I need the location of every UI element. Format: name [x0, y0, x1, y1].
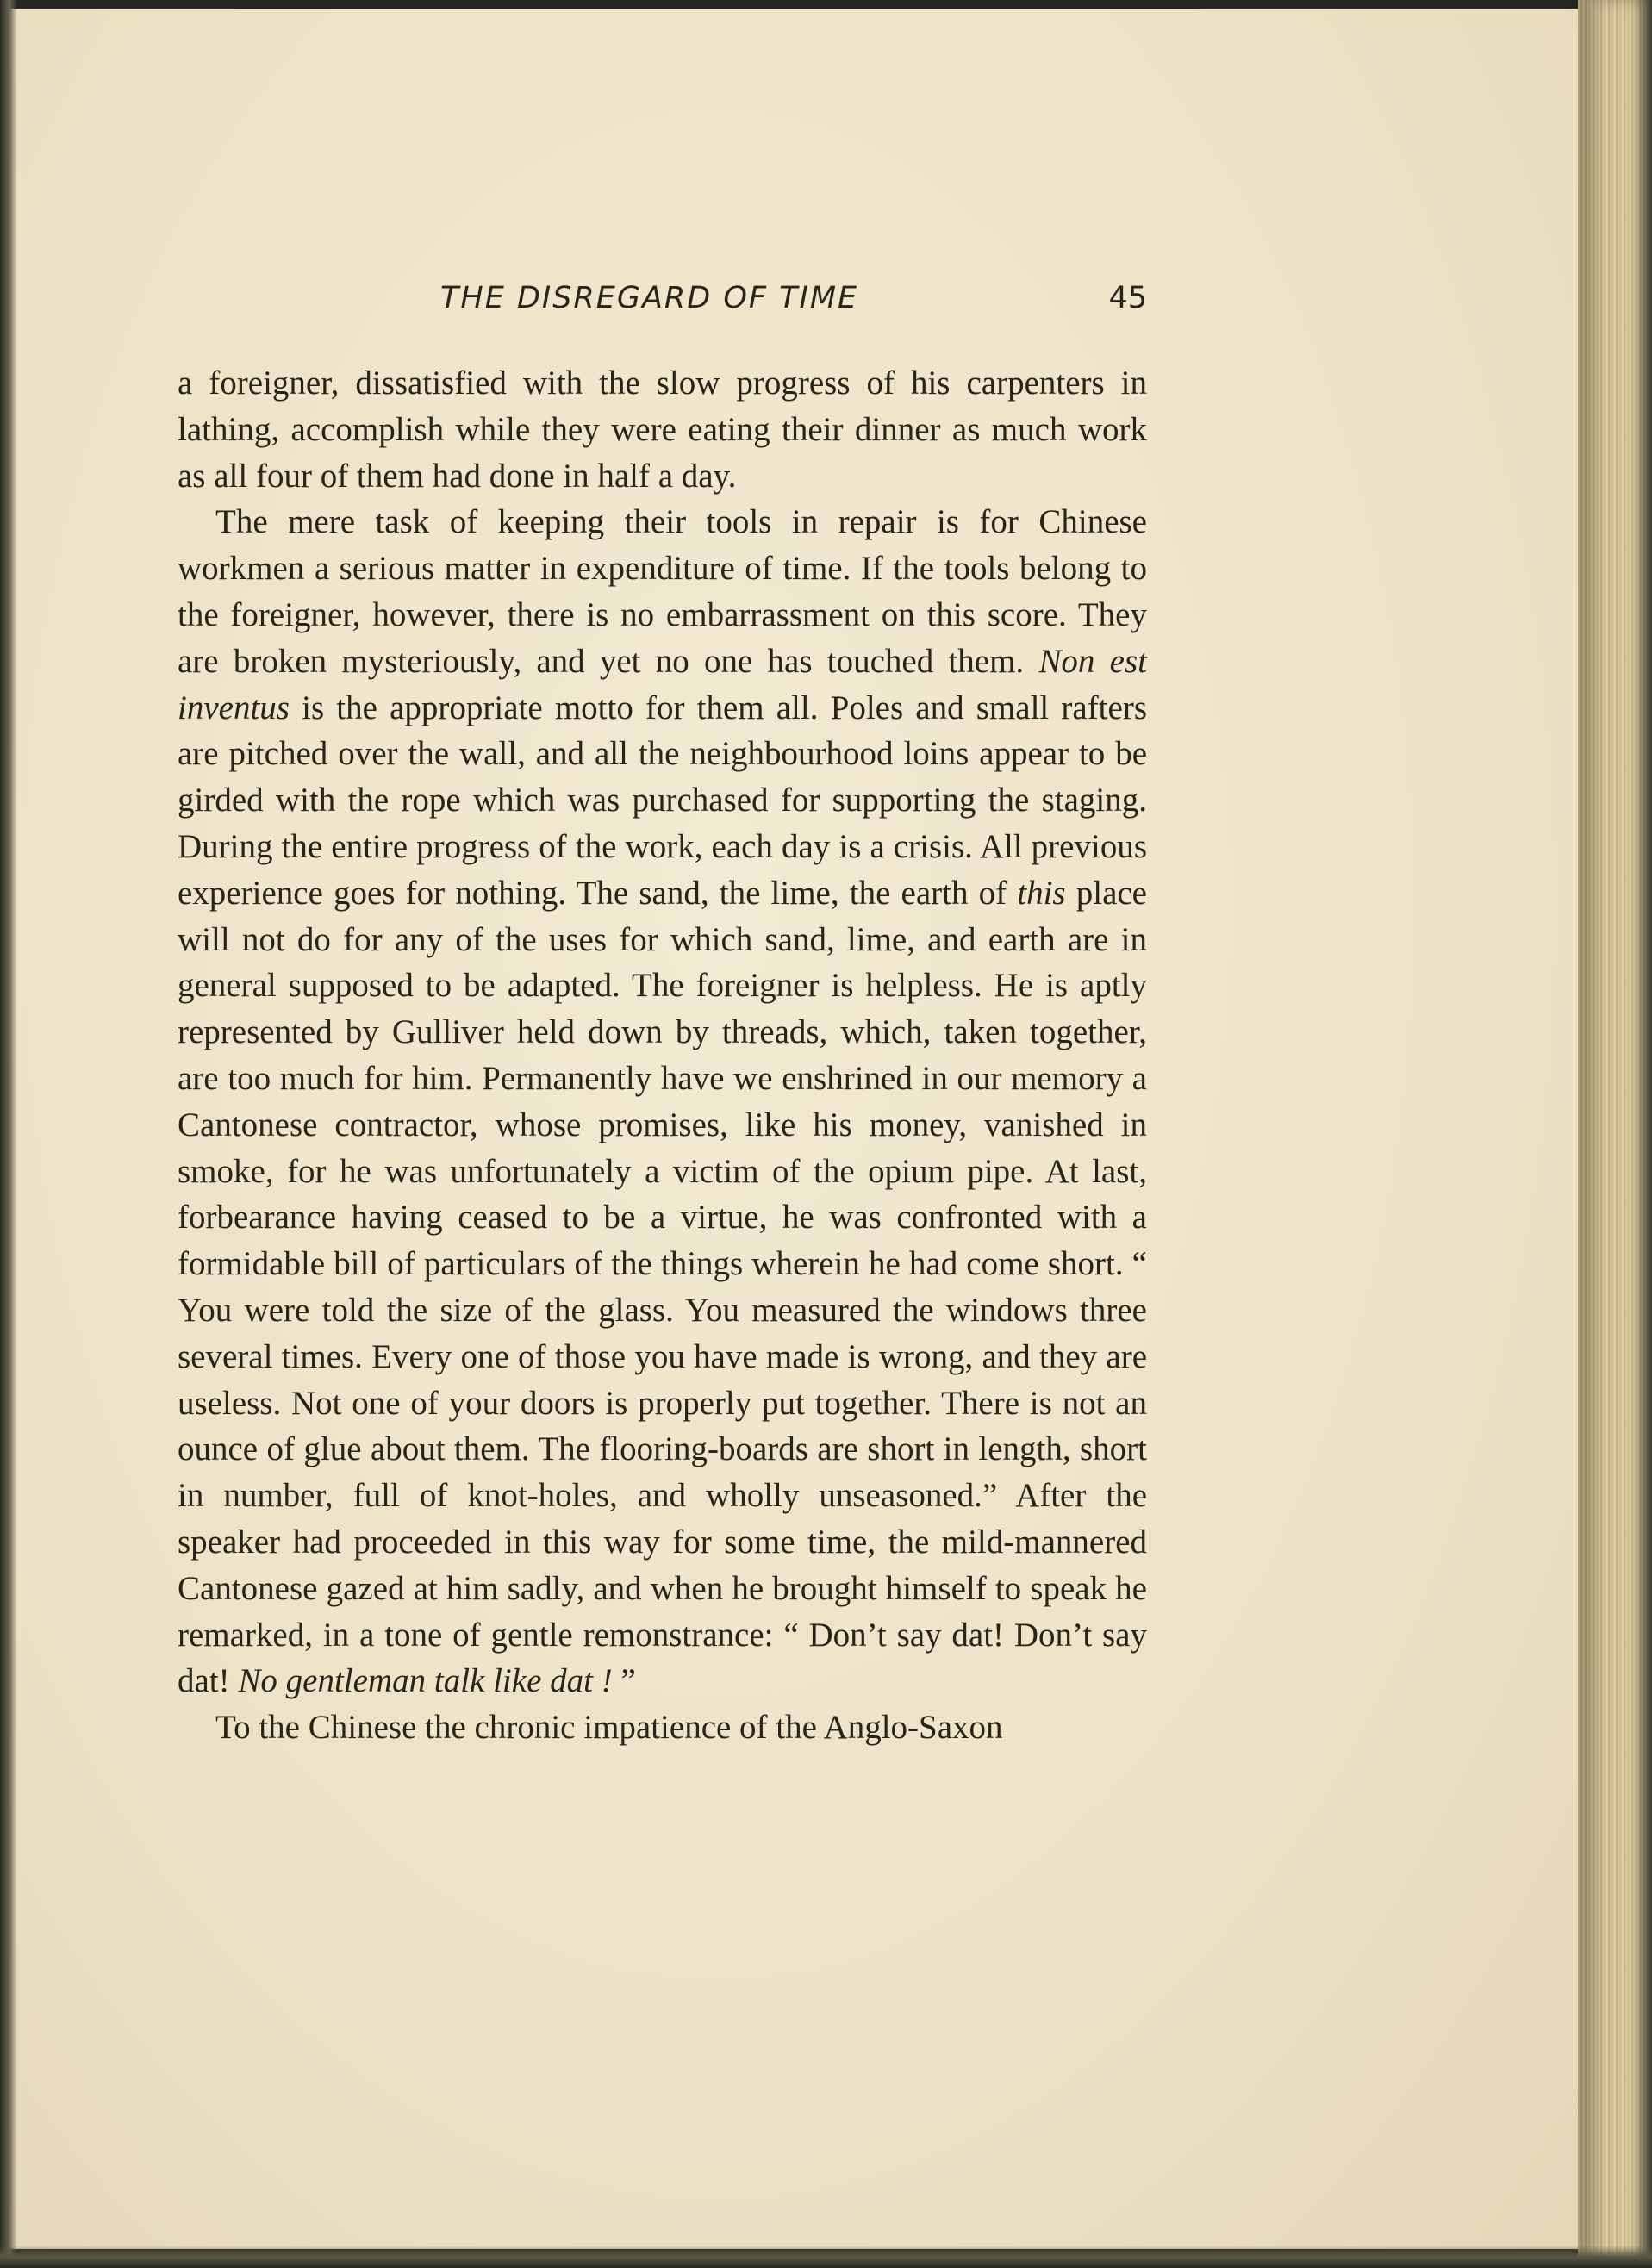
paragraph-impatience — [178, 1704, 1147, 1751]
running-title: THE DISREGARD OF TIME — [440, 281, 859, 315]
text-segment: place will not do for any of the uses for which sand, lime, and earth are in general supposed to be adapted. The foreigner is helpless. He is aptly represented by Gulliver held down by threads, which, taken together, are too much for him. Permanently have we enshrined in our memory a Cantonese contractor, whose promises, like his money, vanished in smoke, for he was unfortunately a victim of the opium pipe. At last, forbearance having ceased to be a virtue, he was confronted with a formidable bill of particulars of the things wherein he had come short. “ You were told the size of the glass. You measured the windows three several times. Every one of those you have made is wrong, and they are useless. Not one of your doors is properly put together. There is not an ounce of glue about them. The flooring-boards are short in length, short in number, full of knot-holes, and wholly unseasoned.” After the speaker had proceeded in this way for some time, the mild-mannered Cantonese gazed at him sadly, and when he brought himself to speak he remarked, in a tone of gentle remonstrance: “ Don’t say dat! Don’t say dat! — [178, 874, 1147, 1700]
text-segment: The mere task of keeping their tools in repair is for Chinese workmen a serious matter in expenditure of time. If the tools belong to the foreigner, however, there is no embarrassment on this score. They are broken mysteriously, and yet no one has touched them. — [178, 503, 1147, 680]
paragraph-continuation — [178, 360, 1147, 499]
bottom-shadow — [0, 2246, 1652, 2268]
text-segment: a foreigner, dissatisfied with the slow progress of his carpenters in lathing, accomplish while they were eating their dinner as much work as all four of them had done in half a day. — [178, 364, 1147, 495]
text-segment: To the Chinese the chronic impatience of the Anglo-Saxon — [215, 1709, 1003, 1747]
text-segment: is the appropriate motto for them all. Poles and small rafters are pitched over the wall, and all the neighbourhood loins appear to be girded with the rope which was purchased for supporting the staging. During the entire progress of the work, each day is a crisis. All previous experience goes for nothing. The sand, the lime, the earth of — [178, 688, 1147, 912]
page-number: 45 — [1108, 281, 1147, 315]
paragraph-tools — [178, 499, 1147, 1704]
page-header — [178, 281, 1147, 324]
binding-shadow — [0, 0, 17, 2268]
text-segment: ” — [612, 1662, 636, 1700]
italic-latin-phrase: Non est inventus — [178, 642, 1147, 726]
body-text — [178, 360, 1147, 1751]
italic-emphasis: this — [1017, 874, 1066, 912]
italic-quote: No gentleman talk like dat ! — [238, 1662, 613, 1700]
page-edges — [1578, 0, 1652, 2268]
